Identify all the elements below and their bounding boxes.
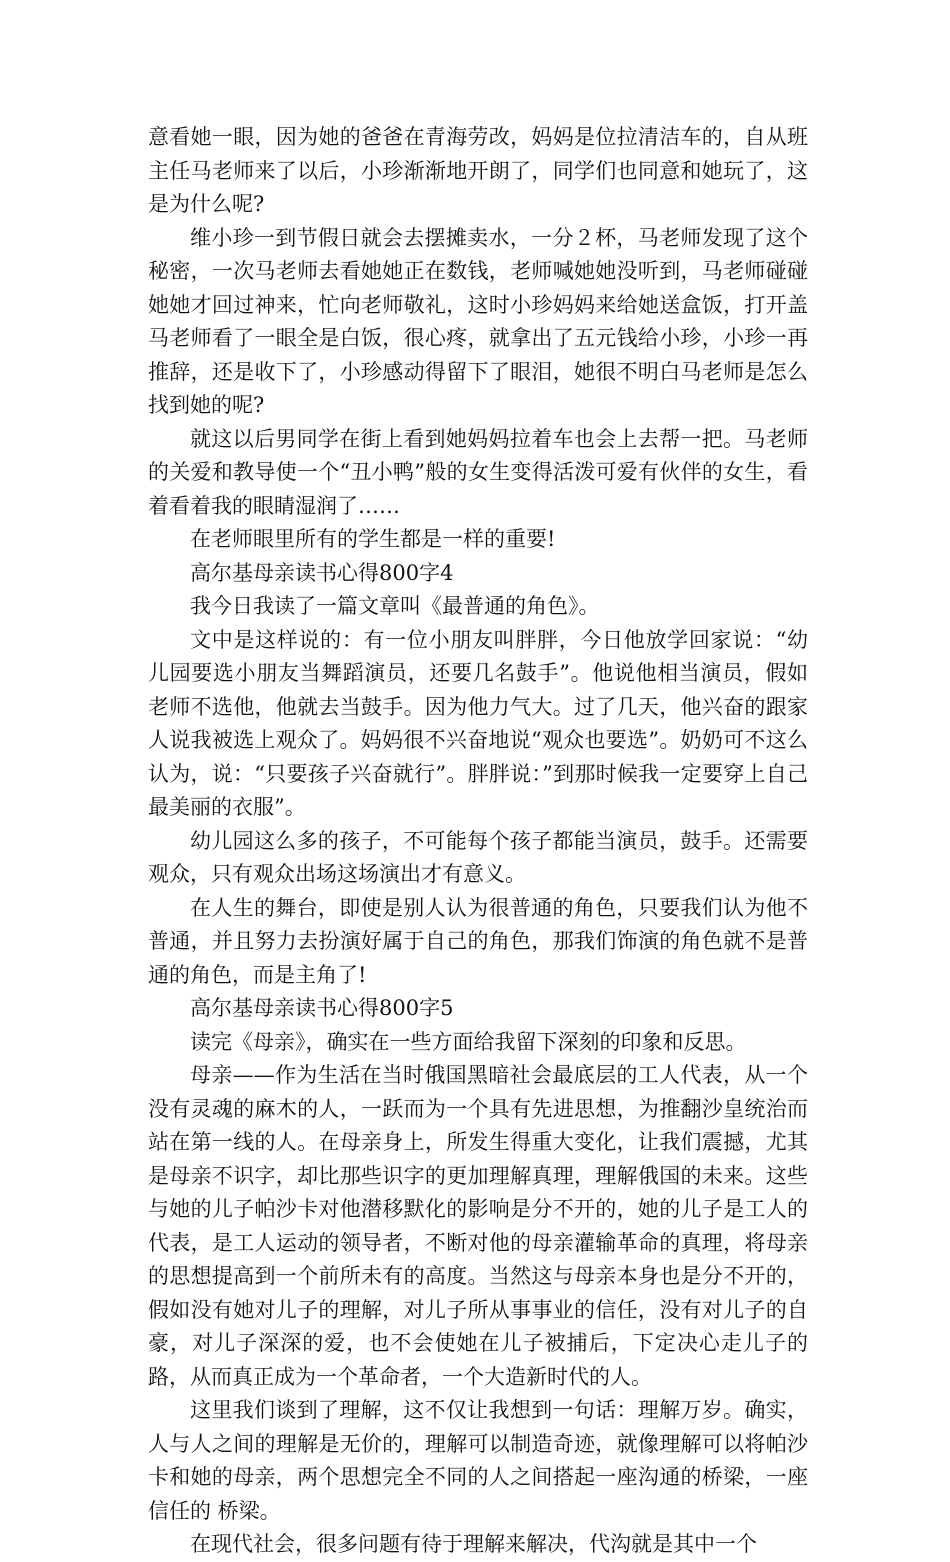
paragraph: 这里我们谈到了理解，这不仅让我想到一句话：理解万岁。确实，人与人之间的理解是无价的，理解可以制造奇迹，就像理解可以将帕沙卡和她的母亲，两个思想完全不同的人之间搭起一座沟通的桥梁，一座信任的 桥梁。 bbox=[148, 1398, 808, 1523]
paragraph: 就这以后男同学在街上看到她妈妈拉着车也会上去帮一把。马老师的关爱和教导使一个“丑小鸭”般的女生变得活泼可爱有伙伴的女生，看着看着我的眼睛湿润了…… bbox=[148, 426, 808, 518]
paragraph: 母亲——作为生活在当时俄国黑暗社会最底层的工人代表，从一个没有灵魂的麻木的人，一跃而为一个具有先进思想，为推翻沙皇统治而站在第一线的人。在母亲身上，所发生得重大变化，让我们震撼，尤其是母亲不识字，却比那些识字的更加理解真理，理解俄国的未来。这些与她的儿子帕沙卡对他潜移默化的影响是分不开的，她的儿子是工人的代表，是工人运动的领导者，不断对他的母亲灌输革命的真理，将母亲的思想提高到一个前所未有的高度。当然这与母亲本身也是分不开的，假如没有她对儿子的理解，对儿子所从事事业的信任，没有对儿子的自豪，对儿子深深的爱，也不会使她在儿子被捕后，下定决心走儿子的路，从而真正成为一个革命者，一个大造新时代的人。 bbox=[148, 1063, 808, 1389]
paragraph: 我今日我读了一篇文章叫《最普通的角色》。 bbox=[190, 594, 600, 618]
section-heading: 高尔基母亲读书心得800字4 bbox=[190, 560, 454, 585]
paragraph: 意看她一眼，因为她的爸爸在青海劳改，妈妈是位拉清洁车的，自从班主任马老师来了以后，小珍渐渐地开朗了，同学们也同意和她玩了，这是为什么呢? bbox=[148, 125, 808, 216]
paragraph: 在人生的舞台，即使是别人认为很普通的角色，只要我们认为他不普通，并且努力去扮演好属于自己的角色，那我们饰演的角色就不是普通的角色，而是主角了! bbox=[148, 895, 808, 987]
paragraph: 文中是这样说的：有一位小朋友叫胖胖，今日他放学回家说：“幼儿园要选小朋友当舞蹈演员，还要几名鼓手”。他说他相当演员，假如老师不选他，他就去当鼓手。因为他力气大。过了几天，他兴奋的跟家人说我被选上观众了。妈妈很不兴奋地说“观众也要选”。奶奶可不这么认为，说：“只要孩子兴奋就行”。胖胖说：”到那时候我一定要穿上自己最美丽的衣服”。 bbox=[148, 627, 808, 819]
paragraph: 在现代社会，很多问题有待于理解来解决，代沟就是其中一个 bbox=[190, 1532, 757, 1556]
document-body bbox=[148, 121, 808, 1562]
paragraph: 幼儿园这么多的孩子，不可能每个孩子都能当演员，鼓手。还需要观众，只有观众出场这场演出才有意义。 bbox=[148, 828, 808, 886]
paragraph: 读完《母亲》，确实在一些方面给我留下深刻的印象和反思。 bbox=[190, 1029, 747, 1054]
paragraph: 在老师眼里所有的学生都是一样的重要! bbox=[190, 527, 556, 551]
section-heading: 高尔基母亲读书心得800字5 bbox=[190, 996, 454, 1020]
paragraph: 维小珍一到节假日就会去摆摊卖水，一分２杯，马老师发现了这个秘密，一次马老师去看她她正在数钱，老师喊她她没听到，马老师碰碰她她才回过神来，忙向老师敬礼，这时小珍妈妈来给她送盒饭，打开盖马老师看了一眼全是白饭，很心疼，就拿出了五元钱给小珍，小珍一再推辞，还是收下了，小珍感动得留下了眼泪，她很不明白马老师是怎么找到她的呢? bbox=[148, 225, 808, 417]
